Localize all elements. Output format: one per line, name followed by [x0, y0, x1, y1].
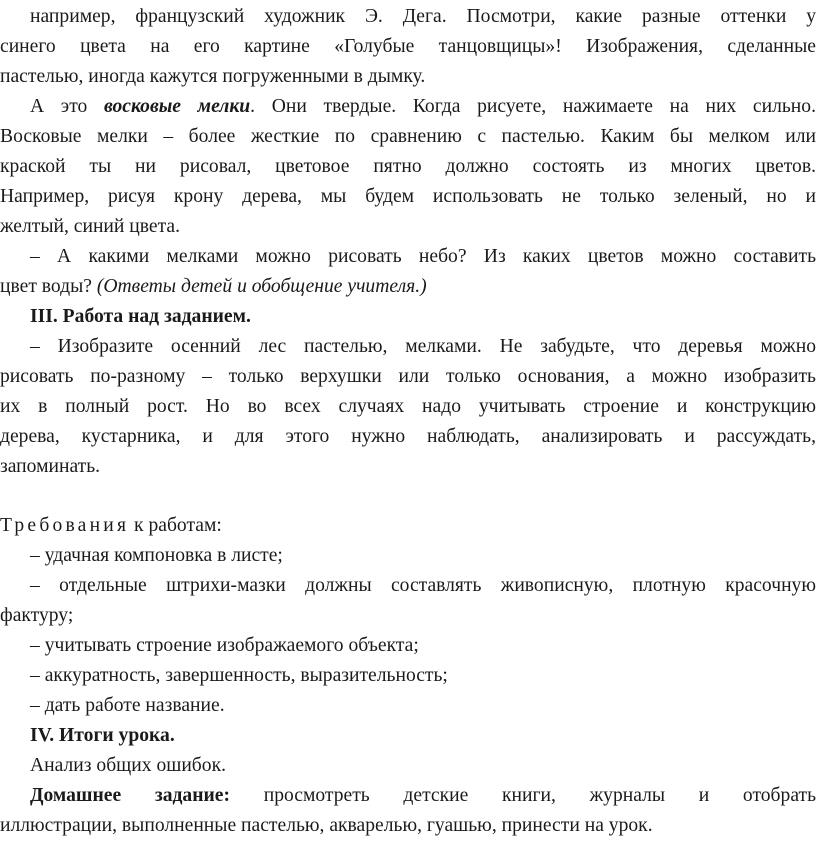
homework-label: Домашнее задание: [30, 785, 231, 806]
text-line: пастелью, иногда кажутся погруженными в дымку. [0, 66, 426, 87]
text-line [0, 272, 816, 302]
section-heading: IV. Итоги урока. [30, 725, 175, 746]
text-line: Например, рисуя крону дерева, мы будем использовать не только зеленый, но и [0, 186, 816, 207]
stage-direction: (Ответы детей и обобщение учителя.) [96, 276, 427, 297]
text-line: Восковые мелки – более жесткие по сравнению с пастелью. Каким бы мелком или [0, 126, 816, 147]
text-line: – Изобразите осенний лес пастелью, мелками. Не забудьте, что деревья можно [30, 336, 816, 357]
text-run: цвет воды? [0, 276, 97, 297]
text-line: – А какими мелками можно рисовать небо? Из каких цветов можно составить [30, 246, 816, 267]
text-line: иллюстрации, выполненные пастелью, акварелью, гуашью, принести на урок. [0, 815, 653, 836]
list-item: – отдельные штрихи-мазки должны составлять живописную, плотную красочную [30, 575, 816, 596]
text-line [0, 92, 816, 122]
text-line: их в полный рост. Но во всех случаях надо учитывать строение и конструкцию [0, 396, 816, 417]
emphasis-term: восковые мелки [103, 96, 251, 117]
section-heading: III. Работа над заданием. [30, 306, 251, 327]
list-item: – дать работе название. [30, 695, 225, 716]
text-line [0, 781, 816, 811]
text-line: Анализ общих ошибок. [30, 755, 226, 776]
text-line: фактуру; [0, 605, 74, 626]
text-run: . Они твердые. Когда рисуете, нажимаете на них сильно. [250, 96, 816, 117]
text-run: к работам: [129, 515, 222, 536]
list-item: – учитывать строение изображаемого объекта; [30, 635, 419, 656]
text-line: синего цвета на его картине «Голубые танцовщицы»! Изображения, сделанные [0, 36, 816, 57]
text-run: А это [30, 96, 104, 117]
text-line: краской ты ни рисовал, цветовое пятно должно состоять из многих цветов. [0, 156, 816, 177]
text-line: например, французский художник Э. Дега. Посмотри, какие разные оттенки у [30, 6, 816, 27]
text-line: дерева, кустарника, и для этого нужно наблюдать, анализировать и рассуждать, [0, 426, 816, 447]
text-line: запоминать. [0, 456, 101, 477]
spaced-term: Требования [0, 515, 130, 536]
text-run: просмотреть детские книги, журналы и отобрать [230, 785, 816, 806]
text-line: рисовать по-разному – только верхушки или только основания, а можно изобразить [0, 366, 816, 387]
requirements-heading [0, 511, 816, 541]
text-line: желтый, синий цвета. [0, 216, 181, 237]
list-item: – аккуратность, завершенность, выразительность; [30, 665, 448, 686]
list-item: – удачная компоновка в листе; [30, 545, 283, 566]
